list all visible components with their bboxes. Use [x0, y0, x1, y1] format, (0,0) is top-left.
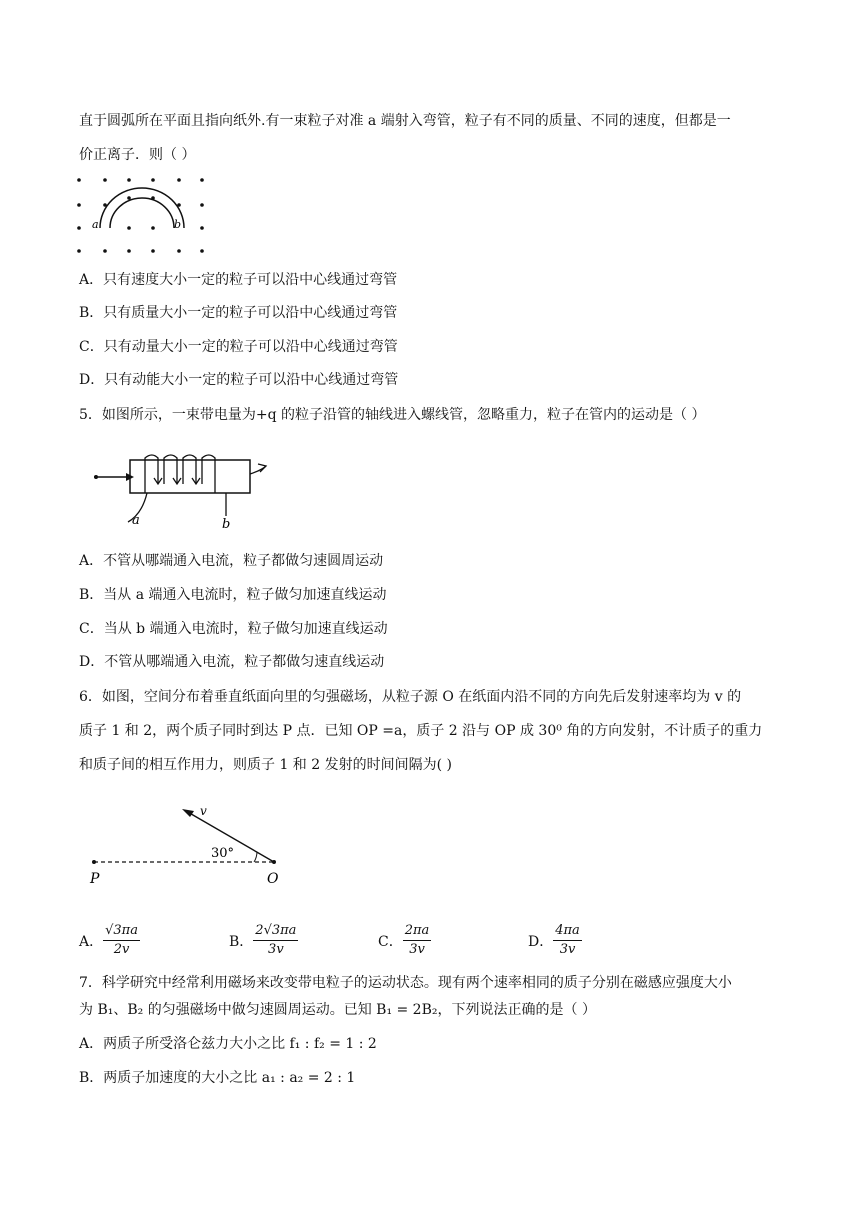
- fraction-numerator: 2√3πa: [253, 922, 298, 941]
- magnetic-field-dots: [77, 178, 204, 253]
- q6-choice-c-fraction: [403, 922, 432, 959]
- fraction-numerator: 2πa: [403, 922, 432, 941]
- q4-label-b: b: [174, 218, 182, 231]
- q6-choice-d: [528, 922, 582, 959]
- q6-choice-a: [79, 922, 140, 959]
- q6-choice-b-fraction: [253, 922, 298, 959]
- q6-choice-a-fraction: [103, 922, 140, 959]
- q4-option-d: D．只有动能大小一定的粒子可以沿中心线通过弯管: [79, 372, 399, 388]
- q7-text-line-2: 为 B₁、B₂ 的匀强磁场中做匀速圆周运动。已知 B₁ = 2B₂，下列说法正确的是（ ）: [79, 1002, 596, 1018]
- q6-text-line-1: 6．如图，空间分布着垂直纸面向里的匀强磁场，从粒子源 O 在纸面内沿不同的方向先后发射速率均为 v 的: [79, 689, 742, 705]
- q4-label-a: a: [92, 218, 99, 231]
- q7-option-a: A．两质子所受洛仑兹力大小之比 f₁ : f₂ = 1 : 2: [79, 1036, 377, 1052]
- q5-solenoid-figure: [90, 444, 280, 534]
- q6-text-line-3: 和质子间的相互作用力，则质子 1 和 2 发射的时间间隔为( ): [79, 757, 452, 773]
- q4-text-line-1: 直于圆弧所在平面且指向纸外.有一束粒子对准 a 端射入弯管，粒子有不同的质量、不同的速度，但都是一: [79, 113, 731, 129]
- q6-choice-c: [378, 922, 431, 959]
- q5-option-d: D．不管从哪端通入电流，粒子都做匀速直线运动: [79, 654, 385, 670]
- q6-choice-b-label: B．: [229, 933, 254, 950]
- q6-label-angle: 30°: [211, 846, 235, 861]
- q6-text-line-2: 质子 1 和 2，两个质子同时到达 P 点．已知 OP =a，质子 2 沿与 OP 成 30⁰ 角的方向发射，不计质子的重力: [79, 723, 763, 739]
- q4-option-b: B．只有质量大小一定的粒子可以沿中心线通过弯管: [79, 305, 398, 321]
- q5-option-a: A．不管从哪端通入电流，粒子都做匀速圆周运动: [79, 553, 384, 569]
- q7-option-b: B．两质子加速度的大小之比 a₁ : a₂ = 2 : 1: [79, 1070, 356, 1086]
- q5-stem: 5．如图所示，一束带电量为+q 的粒子沿管的轴线进入螺线管，忽略重力，粒子在管内的运动是（ ）: [79, 407, 706, 423]
- q7-text-line-1: 7．科学研究中经常利用磁场来改变带电粒子的运动状态。现有两个速率相同的质子分别在磁感应强度大小: [79, 975, 732, 991]
- q6-choice-d-fraction: [553, 922, 582, 959]
- q4-text-line-2: 价正离子．则（ ）: [79, 147, 196, 163]
- q4-option-c: C．只有动量大小一定的粒子可以沿中心线通过弯管: [79, 339, 398, 355]
- fraction-denominator: 3v: [559, 942, 576, 957]
- q6-label-v: v: [200, 804, 207, 818]
- q6-choice-a-label: A．: [79, 933, 104, 950]
- q6-label-o: O: [267, 871, 279, 887]
- q6-vector-figure: [84, 795, 294, 890]
- q5-option-b: B．当从 a 端通入电流时，粒子做匀加速直线运动: [79, 587, 387, 603]
- q5-label-b: b: [222, 517, 231, 532]
- q4-option-a: A．只有速度大小一定的粒子可以沿中心线通过弯管: [79, 272, 398, 288]
- fraction-numerator: 4πa: [553, 922, 582, 941]
- fraction-denominator: 2v: [113, 942, 130, 957]
- fraction-denominator: 3v: [268, 942, 284, 957]
- q6-label-p: P: [90, 871, 100, 887]
- q6-choice-c-label: C．: [378, 933, 403, 950]
- fraction-numerator: √3πa: [103, 922, 140, 941]
- q5-option-c: C．当从 b 端通入电流时，粒子做匀加速直线运动: [79, 621, 388, 637]
- q5-label-a: a: [132, 513, 140, 528]
- q6-choice-d-label: D．: [528, 933, 554, 950]
- q4-curved-tube-figure: [72, 170, 212, 260]
- fraction-denominator: 3v: [409, 942, 425, 957]
- q6-choice-b: [229, 922, 298, 959]
